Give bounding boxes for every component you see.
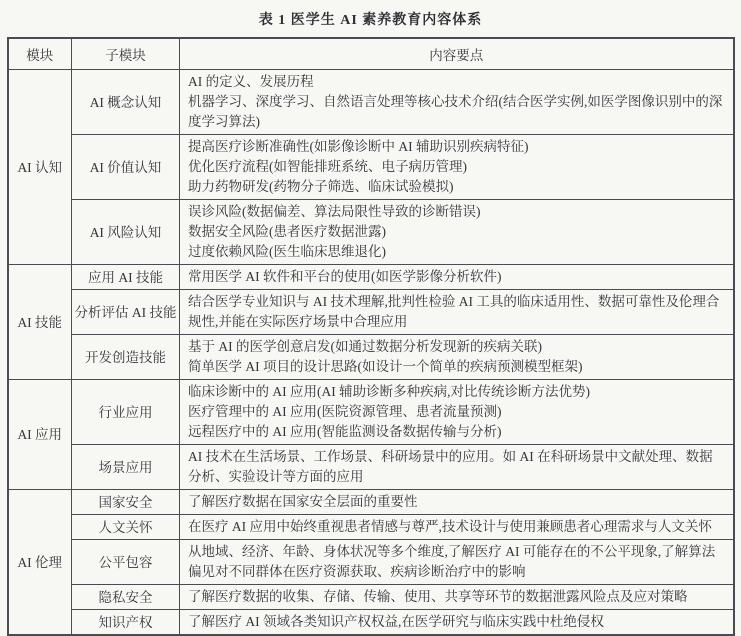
submodule-cell: 隐私安全: [72, 585, 180, 610]
submodule-cell: 人文关怀: [72, 515, 180, 540]
table-row: [8, 290, 734, 335]
module-cell: AI 技能: [8, 265, 72, 380]
table-row: [8, 540, 734, 585]
module-cell: AI 应用: [8, 380, 72, 490]
table-row: [8, 490, 734, 515]
content-cell: [180, 380, 734, 445]
content-line: 简单医学 AI 项目的设计思路(如设计一个简单的疾病预测模型框架): [188, 359, 583, 374]
content-cell: [180, 585, 734, 610]
col-header-content: 内容要点: [180, 38, 734, 70]
table-row: [8, 515, 734, 540]
table-row: [8, 380, 734, 445]
content-line: 了解医疗 AI 领域各类知识产权权益,在医学研究与临床实践中杜绝侵权: [188, 614, 604, 629]
content-line: 过度依赖风险(医生临床思维退化): [188, 244, 386, 259]
col-header-module: 模块: [8, 38, 72, 70]
submodule-cell: AI 价值认知: [72, 135, 180, 200]
content-line: 远程医疗中的 AI 应用(智能监测设备数据传输与分析): [188, 424, 502, 439]
content-cell: [180, 70, 734, 135]
ai-literacy-content-table: [7, 37, 735, 636]
submodule-cell: 国家安全: [72, 490, 180, 515]
table-row: [8, 265, 734, 290]
content-line: 了解医疗数据的收集、存储、传输、使用、共享等环节的数据泄露风险点及应对策略: [188, 589, 688, 604]
table-row: [8, 585, 734, 610]
module-cell: AI 伦理: [8, 490, 72, 636]
content-line: 提高医疗诊断准确性(如影像诊断中 AI 辅助识别疾病特征): [188, 139, 529, 154]
content-line: 机器学习、深度学习、自然语言处理等核心技术介绍(结合医学实例,如医学图像识别中的深度学习算法): [188, 94, 723, 129]
table-body: [8, 70, 734, 636]
content-line: 误诊风险(数据偏差、算法局限性导致的诊断错误): [188, 204, 481, 219]
content-line: AI 的定义、发展历程: [188, 74, 314, 89]
content-cell: [180, 445, 734, 490]
table-caption: 表 1 医学生 AI 素养教育内容体系: [258, 13, 483, 28]
content-line: 在医疗 AI 应用中始终重视患者情感与尊严,技术设计与使用兼顾患者心理需求与人文关怀: [188, 519, 712, 534]
content-cell: [180, 200, 734, 265]
table-row: [8, 445, 734, 490]
table-row: [8, 200, 734, 265]
submodule-cell: 分析评估 AI 技能: [72, 290, 180, 335]
submodule-cell: 应用 AI 技能: [72, 265, 180, 290]
content-line: 优化医疗流程(如智能排班系统、电子病历管理): [188, 159, 467, 174]
content-line: 助力药物研发(药物分子筛选、临床试验模拟): [188, 179, 454, 194]
content-cell: [180, 265, 734, 290]
content-line: 结合医学专业知识与 AI 技术理解,批判性检验 AI 工具的临床适用性、数据可靠性及伦理合规性,并能在实际医疗场景中合理应用: [188, 294, 720, 329]
content-line: AI 技术在生活场景、工作场景、科研场景中的应用。如 AI 在科研场景中文献处理、数据分析、实验设计等方面的应用: [188, 449, 713, 484]
table-row: [8, 135, 734, 200]
content-cell: [180, 490, 734, 515]
content-cell: [180, 335, 734, 380]
submodule-cell: 场景应用: [72, 445, 180, 490]
submodule-cell: 行业应用: [72, 380, 180, 445]
content-cell: [180, 515, 734, 540]
submodule-cell: AI 风险认知: [72, 200, 180, 265]
header-row: [8, 38, 734, 70]
table-row: [8, 70, 734, 135]
content-line: 医疗管理中的 AI 应用(医院资源管理、患者流量预测): [188, 404, 502, 419]
submodule-cell: 公平包容: [72, 540, 180, 585]
table-row: [8, 335, 734, 380]
content-cell: [180, 290, 734, 335]
content-line: 常用医学 AI 软件和平台的使用(如医学影像分析软件): [188, 269, 502, 284]
table-row: [8, 610, 734, 636]
submodule-cell: AI 概念认知: [72, 70, 180, 135]
module-cell: AI 认知: [8, 70, 72, 265]
submodule-cell: 开发创造技能: [72, 335, 180, 380]
content-cell: [180, 610, 734, 636]
content-cell: [180, 540, 734, 585]
content-line: 从地域、经济、年龄、身体状况等多个维度,了解医疗 AI 可能存在的不公平现象,了解算法偏见对不同群体在医疗资源获取、疾病诊断治疗中的影响: [188, 544, 716, 579]
content-line: 临床诊断中的 AI 应用(AI 辅助诊断多种疾病,对比传统诊断方法优势): [188, 384, 590, 399]
content-cell: [180, 135, 734, 200]
content-line: 基于 AI 的医学创意启发(如通过数据分析发现新的疾病关联): [188, 339, 542, 354]
content-line: 了解医疗数据在国家安全层面的重要性: [188, 494, 418, 509]
col-header-submodule: 子模块: [72, 38, 180, 70]
submodule-cell: 知识产权: [72, 610, 180, 636]
content-line: 数据安全风险(患者医疗数据泄露): [188, 224, 386, 239]
